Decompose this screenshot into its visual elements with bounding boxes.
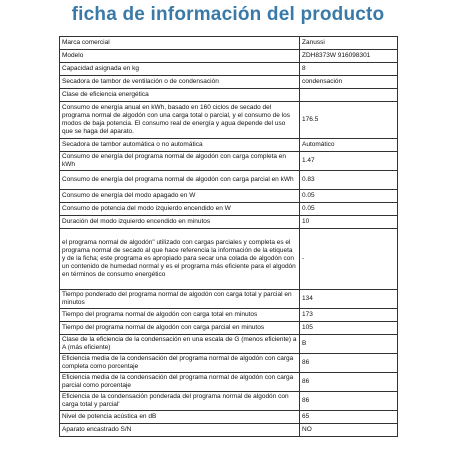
row-value: 65 bbox=[300, 411, 398, 424]
row-label: Consumo de potencia del modo izquierdo encendido en W bbox=[60, 203, 300, 216]
table-row bbox=[60, 76, 398, 89]
row-label: Consumo de energía anual en kWh, basado en 160 ciclos de secado del programa normal de algodón con una carga total o parcial, y el consumo de los modos de baja potencia. El consumo real de energía y agua depende del uso que se haga del aparato. bbox=[60, 102, 300, 139]
row-label: Secadora de tambor automática o no automática bbox=[60, 139, 300, 152]
row-value: 1.47 bbox=[300, 152, 398, 171]
table-row bbox=[60, 216, 398, 229]
row-label: Consumo de energía del modo apagado en W bbox=[60, 190, 300, 203]
row-label: Tiempo ponderado del programa normal de algodón con carga total y parcial en minutos bbox=[60, 290, 300, 309]
row-label: Capacidad asignada en kg bbox=[60, 63, 300, 76]
row-value: condensación bbox=[300, 76, 398, 89]
row-label: Eficiencia media de la condensación del programa normal de algodón con carga parcial como porcentaje bbox=[60, 373, 300, 392]
row-label: Consumo de energía del programa normal de algodón con carga completa en kWh bbox=[60, 152, 300, 171]
row-value: Automático bbox=[300, 139, 398, 152]
row-label: Clase de eficiencia energética bbox=[60, 89, 300, 102]
row-value: 0.83 bbox=[300, 171, 398, 190]
row-label: Eficiencia media de la condensación del programa normal de algodón con carga completa como porcentaje bbox=[60, 354, 300, 373]
row-label: Nivel de potencia acústica en dB bbox=[60, 411, 300, 424]
row-value: 0.05 bbox=[300, 190, 398, 203]
row-value: 86 bbox=[300, 373, 398, 392]
table-row bbox=[60, 50, 398, 63]
product-info-table bbox=[59, 36, 398, 437]
table-row bbox=[60, 392, 398, 411]
row-value: Zanussi bbox=[300, 37, 398, 50]
row-label: Tiempo del programa normal de algodón con carga parcial en minutos bbox=[60, 322, 300, 335]
row-label: Eficiencia de la condensación ponderada del programa normal de algodón con carga total y parcial' bbox=[60, 392, 300, 411]
table-row bbox=[60, 354, 398, 373]
row-label: Aparato encastrado S/N bbox=[60, 424, 300, 437]
table-row bbox=[60, 63, 398, 76]
row-label: Tiempo del programa normal de algodón con carga total en minutos bbox=[60, 309, 300, 322]
row-value: 8 bbox=[300, 63, 398, 76]
row-label: Consumo de energía del programa normal de algodón con carga parcial en kWh bbox=[60, 171, 300, 190]
table-row bbox=[60, 190, 398, 203]
row-value: ZDH8373W 916098301 bbox=[300, 50, 398, 63]
table-row bbox=[60, 424, 398, 437]
row-label: Secadora de tambor de ventilación o de condensación bbox=[60, 76, 300, 89]
product-info-table-body bbox=[60, 37, 398, 437]
table-row bbox=[60, 139, 398, 152]
row-value: B bbox=[300, 335, 398, 354]
page-title: ficha de información del producto bbox=[71, 4, 385, 25]
row-label: el programa normal de algodón" utilizado con cargas parciales y completa es el programa normal de secado al que hace referencia la información de la etiqueta y de la ficha; este programa es apropiado para secar una colada de algodón con un contenido de humedad normal y es el programa más eficiente para el algodón en términos de consumo energético bbox=[60, 229, 300, 290]
row-label: Marca comercial bbox=[60, 37, 300, 50]
row-value: 86 bbox=[300, 392, 398, 411]
row-value: 86 bbox=[300, 354, 398, 373]
table-row bbox=[60, 89, 398, 102]
table-row bbox=[60, 335, 398, 354]
table-row bbox=[60, 152, 398, 171]
table-row bbox=[60, 229, 398, 290]
row-label: Modelo bbox=[60, 50, 300, 63]
row-value: NO bbox=[300, 424, 398, 437]
table-row bbox=[60, 203, 398, 216]
table-row bbox=[60, 102, 398, 139]
row-value: 0.05 bbox=[300, 203, 398, 216]
row-value bbox=[300, 89, 398, 102]
row-value: 176.5 bbox=[300, 102, 398, 139]
table-row bbox=[60, 171, 398, 190]
table-row bbox=[60, 290, 398, 309]
row-value: 134 bbox=[300, 290, 398, 309]
row-label: Clase de la eficiencia de la condensación en una escala de G (menos eficiente) a A (más eficiente) bbox=[60, 335, 300, 354]
row-value: 10 bbox=[300, 216, 398, 229]
table-row bbox=[60, 411, 398, 424]
table-row bbox=[60, 373, 398, 392]
row-label: Duración del modo izquierdo encendido en minutos bbox=[60, 216, 300, 229]
row-value: - bbox=[300, 229, 398, 290]
table-row bbox=[60, 37, 398, 50]
row-value: 105 bbox=[300, 322, 398, 335]
row-value: 173 bbox=[300, 309, 398, 322]
table-row bbox=[60, 322, 398, 335]
table-row bbox=[60, 309, 398, 322]
